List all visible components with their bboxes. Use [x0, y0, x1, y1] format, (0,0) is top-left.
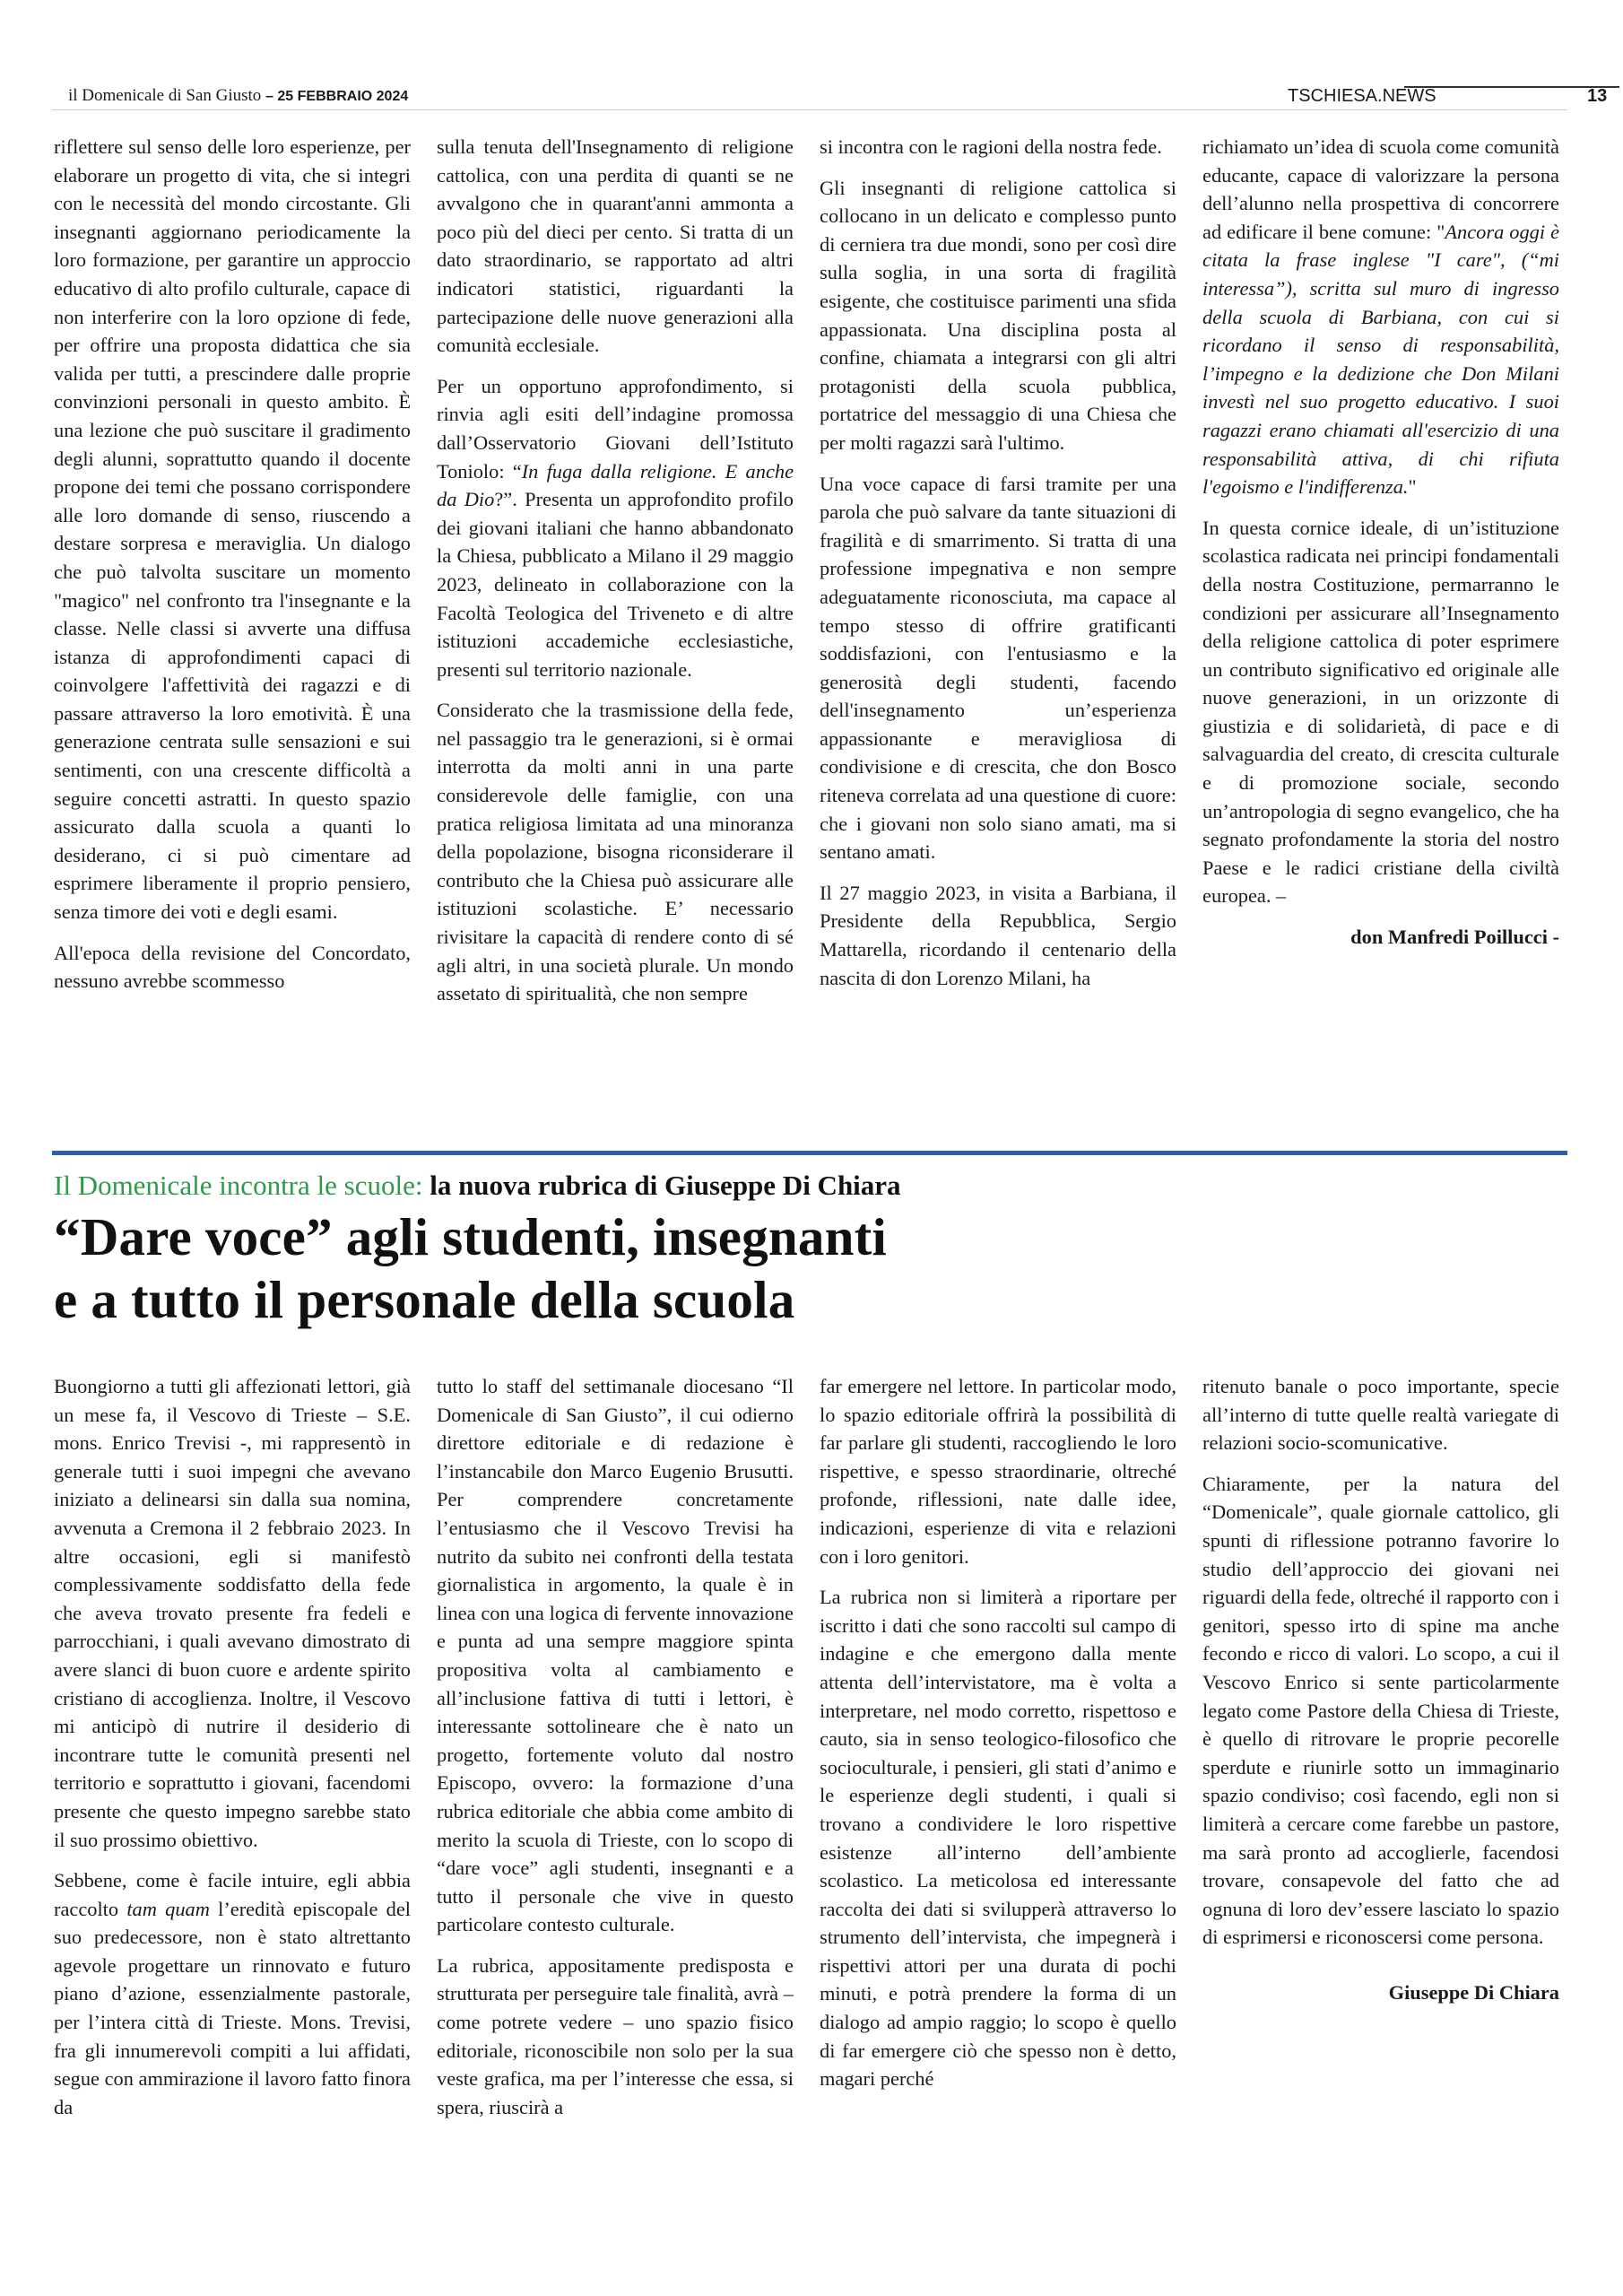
- article1-column-3: [820, 133, 1176, 1004]
- article2-column-3: [820, 1372, 1176, 2106]
- quote-italic: Ancora oggi è citata la frase inglese "I care", (“mi interessa”), scritta sul muro di ingresso della scuola di Barbiana, con cui si ricordano il senso di responsabilità, l’impegno e la dedizione che Don Milani investì nel suo progetto educativo. I suoi ragazzi erano chiamati all'esercizio di una responsabilità attiva, di chi rifiuta l'egoismo e l'indifferenza.: [1202, 220, 1560, 499]
- paragraph: Buongiorno a tutti gli affezionati lettori, già un mese fa, il Vescovo di Trieste – S.E. mons. Enrico Trevisi -, mi rappresentò in generale tutti i suoi impegni che avevano iniziato a delinearsi sin dalla sua nomina, avvenuta a Cremona il 2 febbraio 2023. In altre occasioni, egli si manifestò complessivamente soddisfatto della fede che aveva trovato presente fra fedeli e parrocchiani, i quali avevano dimostrato di avere slanci di buon cuore e ardente spirito cristiano di accoglienza. Inoltre, il Vescovo mi anticipò di nutrire il desiderio di incontrare tutte le comunità presenti nel territorio e soprattutto i giovani, facendomi presente che questo impegno sarebbe stato il suo prossimo obiettivo.: [54, 1375, 411, 1851]
- article1-column-1: [54, 133, 411, 1008]
- article-headline: [54, 1205, 1309, 1331]
- paragraph: sulla tenuta dell'Insegnamento di religione cattolica, con una perdita di quanti se ne avvalgono che in quarant'anni ammonta a poco più del dieci per cento. Si tratta di un dato straordinario, se rapportato ad altri indicatori statistici, riguardanti la partecipazione delle nuove generazioni alla comunità ecclesiale.: [437, 135, 794, 357]
- paragraph: si incontra con le ragioni della nostra fede.: [820, 135, 1162, 158]
- page-number: 13: [1587, 86, 1608, 106]
- author-signature: don Manfredi Poillucci -: [1350, 926, 1559, 949]
- paragraph: richiamato un’idea di scuola come comunità educante, capace di valorizzare la persona dell’alunno nella prospettiva di concorrere ad edificare il bene comune: "Ancora oggi è citata la frase inglese "I care", (“mi interessa”), scritta sul muro di ingresso della scuola di Barbiana, con cui si ricordano il senso di responsabilità, l’impegno e la dedizione che Don Milani investì nel suo progetto educativo. I suoi ragazzi erano chiamati all'esercizio di una responsabilità attiva, di chi rifiuta l'egoismo e l'indifferenza.": [1202, 135, 1560, 499]
- paragraph: La rubrica non si limiterà a riportare per iscritto i dati che sono raccolti sul campo di indagine e che emergono dalla mente attenta dell’intervistatore, ma è volta a interpretare, nel modo corretto, rispettoso e cauto, sia in senso teologico-filosofico che socioculturale, i pensieri, gli stati d’animo e le esperienze degli studenti, i quali si trovano a condividere le loro rispettive esistenze all’interno dell’ambiente scolastico. La meticolosa ed interessante raccolta dei dati si svilupperà attraverso lo strumento dell’intervista, che impegnerà i rispettivi attori per una durata di pochi minuti, e potrà prendere la forma di un dialogo ad ampio raggio; lo scopo è quello di far emergere ciò che spesso non è detto, magari perché: [820, 1586, 1176, 2091]
- section-divider: [52, 1151, 1567, 1155]
- paragraph: riflettere sul senso delle loro esperienze, per elaborare un progetto di vita, che si integri con le necessità del mondo circostante. Gli insegnanti aggiornano periodicamente la loro formazione, per garantire un approccio educativo di alto profilo culturale, capace di non interferire con la loro opzione di fede, per offrire una proposta didattica che sia valida per tutti, a prescindere dalle proprie convinzioni personali in questo ambito. È una lezione che può suscitare il gradimento degli alunni, soprattutto quando il docente propone dei temi che possano corrispondere alle loro domande di senso, riuscendo a destare sorpresa e meraviglia. Un dialogo che può talvolta suscitare un momento "magico" nel confronto tra l'insegnante e la classe. Nelle classi si avverte una diffusa istanza di approfondimenti capaci di coinvolgere l'affettività dei ragazzi e di passare attraverso la loro emotività. È una generazione centrata sulle sensazioni e sui sentimenti, con una crescente difficoltà a seguire concetti astratti. In questo spazio assicurato dalla scuola a quanti lo desiderano, ci si può cimentare ad esprimere liberamente il proprio pensiero, senza timore dei voti e degli esami.: [54, 135, 411, 924]
- paragraph: Gli insegnanti di religione cattolica si collocano in un delicato e complesso punto di cerniera tra due mondi, sono per così dire sulla soglia, in una sorta di fragilità esigente, che costituisce parimenti una sfida appassionata. Una disciplina posta al confine, chiamata a integrarsi con gli altri protagonisti della scuola pubblica, portatrice del messaggio di una Chiesa che per molti ragazzi sarà l'ultimo.: [820, 176, 1176, 454]
- article1-column-2: [437, 133, 794, 1021]
- article1-column-4: [1202, 133, 1559, 952]
- paragraph: far emergere nel lettore. In particolar modo, lo spazio editoriale offrirà la possibilità di far parlare gli studenti, raccogliendo le loro rispettive, e spesso straordinarie, oltreché profonde, riflessioni, nate dalle idee, indicazioni, esperienze di vita e relazioni con i loro genitori.: [820, 1375, 1176, 1568]
- italic-title: In fuga dalla religione. E anche da Dio: [437, 459, 794, 511]
- page-header: [52, 86, 1608, 113]
- article2-column-4: [1202, 1372, 1559, 2006]
- latin-phrase: tam quam: [126, 1897, 210, 1920]
- paragraph: La rubrica, appositamente predisposta e strutturata per perseguire tale finalità, avrà – come potrete vedere – uno spazio fisico editoriale, riconoscibile non solo per la sua veste grafica, ma per l’interesse che essa, si spera, riuscirà a: [437, 1953, 794, 2118]
- paragraph: Considerato che la trasmissione della fede, nel passaggio tra le generazioni, si è ormai interrotta da molti anni in una parte considerevole delle famiglie, con una pratica religiosa limitata ad una minoranza della popolazione, bisogna riconsiderare il contributo che la Chiesa può assicurare alle istituzioni scolastiche. E’ necessario rivisitare la capacità di rendere conto di sé agli altri, in una società plurale. Un mondo assetato di spiritualità, che non sempre: [437, 699, 794, 1005]
- paragraph: Il 27 maggio 2023, in visita a Barbiana, il Presidente della Repubblica, Sergio Mattarella, ricordando il centenario della nascita di don Lorenzo Milani, ha: [820, 881, 1176, 989]
- paragraph: In questa cornice ideale, di un’istituzione scolastica radicata nei principi fondamentali della nostra Costituzione, permarranno le condizioni per assicurare all’Insegnamento della religione cattolica di poter esprimere un contributo significativo ed originale alle nuove generazioni, in un orizzonte di giustizia e di solidarietà, di pace e di salvaguardia del creato, di crescita culturale e di promozione sociale, secondo un’antropologia di segno evangelico, che ha segnato profondamente la storia del nostro Paese e le radici cristiane della civiltà europea. –: [1202, 516, 1559, 908]
- paragraph: Sebbene, come è facile intuire, egli abbia raccolto tam quam l’eredità episcopale del suo predecessore, non è stato altrettanto agevole progettare un rinnovato e futuro piano d’azione, essenzialmente pastorale, per l’intera città di Trieste. Mons. Trevisi, fra gli innumerevoli compiti a lui affidati, segue con ammirazione il lavoro fatto finora da: [54, 1869, 411, 2118]
- article2-column-2: [437, 1372, 794, 2134]
- website-label: TSCHIESA.NEWS: [1288, 86, 1436, 106]
- header-rule: [52, 109, 1567, 110]
- kicker-subtitle: la nuova rubrica di Giuseppe Di Chiara: [430, 1170, 901, 1201]
- paragraph: All'epoca della revisione del Concordato, nessuno avrebbe scommesso: [54, 941, 411, 993]
- issue-date: – 25 FEBBRAIO 2024: [265, 89, 409, 104]
- headline-line-2: e a tutto il personale della scuola: [54, 1270, 795, 1329]
- paragraph: Chiaramente, per la natura del “Domenicale”, quale giornale cattolico, gli spunti di riflessione potranno favorire lo studio dell’approccio dei giovani nei riguardi della fede, oltreché il rapporto con i genitori, spesso irto di spine ma anche fecondo e ricco di valori. Lo scopo, a cui il Vescovo Enrico si sente particolarmente legato come Pastore della Chiesa di Trieste, è quello di ritrovare le proprie pecorelle sperdute e riunirle sotto un immaginario spazio condiviso; così facendo, egli non si limiterà a cercare come farebbe un pastore, ma sarà pronto ad accoglierle, facendosi trovare, consapevole del fatto che ad ognuna di loro dev’essere lasciato lo spazio di esprimersi e riconoscersi come persona.: [1202, 1472, 1559, 1949]
- kicker-section-name: Il Domenicale incontra le scuole:: [54, 1170, 423, 1201]
- paragraph: Una voce capace di farsi tramite per una parola che può salvare da tante situazioni di fragilità e di smarrimento. Si tratta di una professione impegnativa e non sempre adeguatamente riconosciuta, ma capace al tempo stesso di offrire gratificanti soddisfazioni, con l'entusiasmo e la generosità degli studenti, facendo dell'insegnamento un’esperienza appassionante e meravigliosa di condivisione e di crescita, che don Bosco riteneva correlata ad una questione di cuore: che i giovani non solo siano amati, ma si sentano amati.: [820, 472, 1176, 864]
- publication-line: [68, 86, 408, 106]
- author-signature: Giuseppe Di Chiara: [1388, 1980, 1559, 2004]
- headline-line-1: “Dare voce” agli studenti, insegnanti: [54, 1207, 888, 1266]
- paragraph: Per un opportuno approfondimento, si rinvia agli esiti dell’indagine promossa dall’Osservatorio Giovani dell’Istituto Toniolo: “In fuga dalla religione. E anche da Dio?”. Presenta un approfondito profilo dei giovani italiani che hanno abbandonato la Chiesa, pubblicato a Milano il 29 maggio 2023, delineato in collaborazione con la Facoltà Teologica del Triveneto e di altre istituzioni accademiche ecclesiastiche, presenti sul territorio nazionale.: [437, 374, 794, 681]
- paragraph: ritenuto banale o poco importante, specie all’interno di tutte quelle realtà variegate di relazioni socio-scomunicative.: [1202, 1375, 1559, 1455]
- article2-column-1: [54, 1372, 411, 2134]
- paragraph: tutto lo staff del settimanale diocesano “Il Domenicale di San Giusto”, il cui odierno direttore editoriale e di redazione è l’instancabile don Marco Eugenio Brusutti. Per comprendere concretamente l’entusiasmo che il Vescovo Trevisi ha nutrito da subito nei confronti della testata giornalistica in argomento, la quale è in linea con una logica di fervente innovazione e punta ad una sempre maggiore spinta propositiva volta al cambiamento e all’inclusione fattiva di tutti i lettori, è interessante sottolineare che è nato un progetto, fortemente voluto dal nostro Episcopo, ovvero: la formazione d’una rubrica editoriale che abbia come ambito di merito la scuola di Trieste, con lo scopo di “dare voce” agli studenti, insegnanti e a tutto il personale che vive in questo particolare contesto culturale.: [437, 1375, 794, 1936]
- publication-name: il Domenicale di San Giusto: [68, 86, 262, 105]
- section-kicker: [54, 1170, 901, 1202]
